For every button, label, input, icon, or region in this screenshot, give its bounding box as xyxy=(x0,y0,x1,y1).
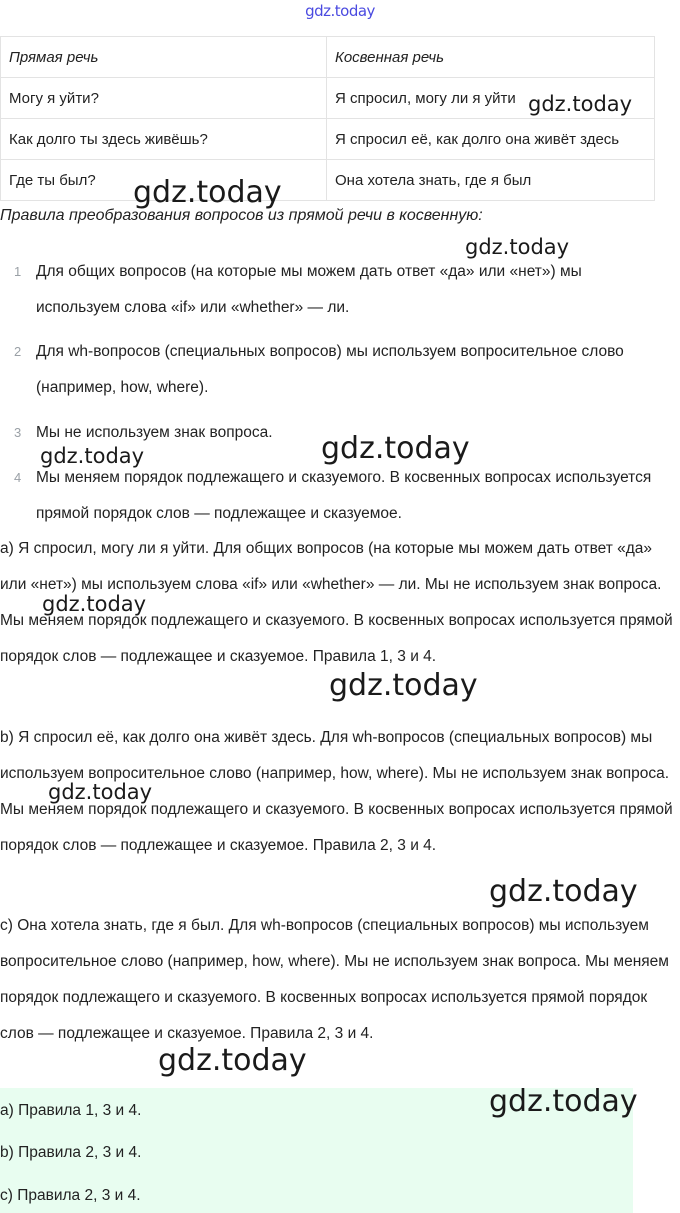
table-header-row xyxy=(1,37,655,78)
watermark: gdz.today xyxy=(489,1084,638,1119)
table-cell: Она хотела знать, где я был xyxy=(327,160,655,201)
table-row xyxy=(1,119,655,160)
list-item xyxy=(14,460,674,532)
watermark: gdz.today xyxy=(329,668,478,703)
table-cell: Где ты был? xyxy=(1,160,327,201)
rule-text: Мы меняем порядок подлежащего и сказуемого. В косвенных вопросах используется прямой порядок слов — подлежащее и сказуемое. xyxy=(36,469,652,522)
answer-c: c) Правила 2, 3 и 4. xyxy=(0,1187,141,1204)
explanation-b: b) Я спросил её, как долго она живёт здесь. Для wh-вопросов (специальных вопросов) мы используем вопросительное слово (например, how, where). Мы не используем знак вопроса. Мы меняем порядок подлежащего и сказуемого. В косвенных вопросах используется прямой порядок слов — подлежащее и сказуемое. Правила 2, 3 и 4. xyxy=(0,729,673,854)
watermark: gdz.today xyxy=(489,874,638,909)
table-cell: Я спросил, могу ли я уйти xyxy=(327,78,655,119)
list-item xyxy=(14,334,674,406)
list-number: 3 xyxy=(14,425,22,440)
watermark: gdz.today xyxy=(158,1043,307,1078)
list-number: 2 xyxy=(14,344,22,359)
site-logo[interactable]: gdz.today xyxy=(305,2,375,20)
column-header-indirect: Косвенная речь xyxy=(327,37,655,78)
watermark: gdz.today xyxy=(321,431,470,466)
rules-title: Правила преобразования вопросов из прямой речи в косвенную: xyxy=(0,207,483,224)
watermark: gdz.today xyxy=(48,780,153,804)
answer-a: a) Правила 1, 3 и 4. xyxy=(0,1102,142,1119)
list-number: 4 xyxy=(14,470,22,485)
list-number: 1 xyxy=(14,264,22,279)
watermark: gdz.today xyxy=(465,235,570,259)
rule-text: Для общих вопросов (на которые мы можем дать ответ «да» или «нет») мы используем слова «if» или «whether» — ли. xyxy=(36,263,582,316)
rule-text: Для wh-вопросов (специальных вопросов) мы используем вопросительное слово (например, how, where). xyxy=(36,343,624,396)
watermark: gdz.today xyxy=(528,92,633,116)
table-cell: Я спросил её, как долго она живёт здесь xyxy=(327,119,655,160)
explanation-a: a) Я спросил, могу ли я уйти. Для общих вопросов (на которые мы можем дать ответ «да» или «нет») мы используем слова «if» или «whether» — ли. Мы не используем знак вопроса. Мы меняем порядок подлежащего и сказуемого. В косвенных вопросах используется прямой порядок слов — подлежащее и сказуемое. Правила 1, 3 и 4. xyxy=(0,540,673,665)
table-cell: Как долго ты здесь живёшь? xyxy=(1,119,327,160)
answer-b: b) Правила 2, 3 и 4. xyxy=(0,1144,142,1161)
table-row xyxy=(1,160,655,201)
column-header-direct: Прямая речь xyxy=(1,37,327,78)
table-cell: Могу я уйти? xyxy=(1,78,327,119)
watermark: gdz.today xyxy=(40,444,145,468)
watermark: gdz.today xyxy=(42,592,147,616)
explanation-c: c) Она хотела знать, где я был. Для wh-вопросов (специальных вопросов) мы используем вопросительное слово (например, how, where). Мы не используем знак вопроса. Мы меняем порядок подлежащего и сказуемого. В косвенных вопросах используется прямой порядок слов — подлежащее и сказуемое. Правила 2, 3 и 4. xyxy=(0,917,669,1042)
speech-comparison-table xyxy=(0,36,655,201)
list-item xyxy=(14,254,674,326)
rule-text: Мы не используем знак вопроса. xyxy=(36,424,273,441)
watermark: gdz.today xyxy=(133,175,282,210)
